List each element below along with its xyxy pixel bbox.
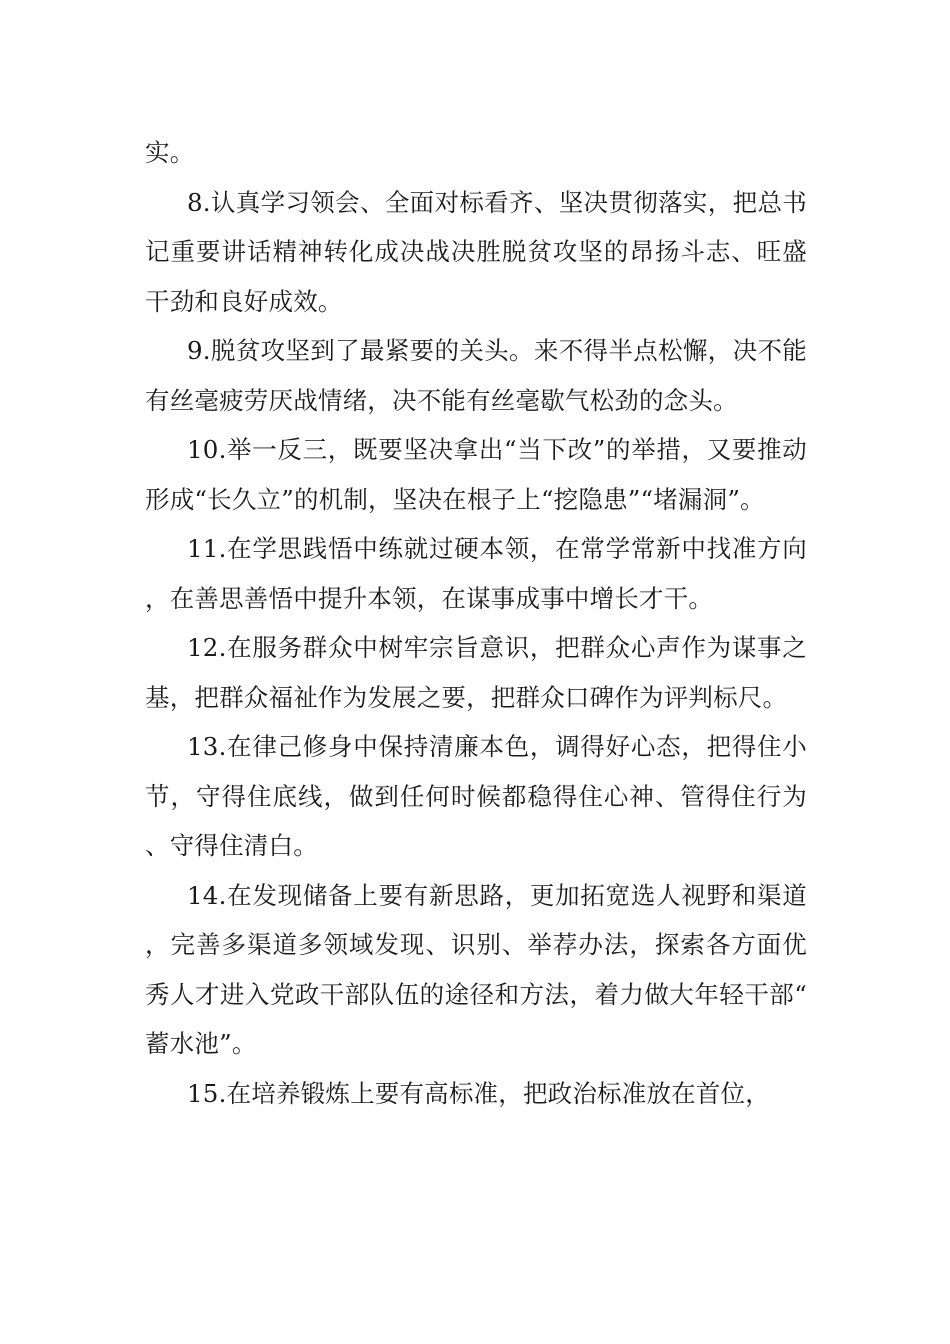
paragraph-item-8: 8.认真学习领会、全面对标看齐、坚决贯彻落实，把总书记重要讲话精神转化成决战决胜脱贫攻坚的昂扬斗志、旺盛干劲和良好成效。 (145, 187, 807, 316)
paragraph-item-14: 14.在发现储备上要有新思路，更加拓宽选人视野和渠道，完善多渠道多领域发现、识别、举荐办法，探索各方面优秀人才进入党政干部队伍的途径和方法，着力做大年轻干部“蓄水池”。 (145, 880, 807, 1058)
paragraph-item-15: 15.在培养锻炼上要有高标准，把政治标准放在首位， (187, 1078, 770, 1108)
paragraph-item-9: 9.脱贫攻坚到了最紧要的关头。来不得半点松懈，决不能有丝毫疲劳厌战情绪，决不能有丝毫歇气松劲的念头。 (145, 336, 807, 415)
paragraph-item-12: 12.在服务群众中树牢宗旨意识，把群众心声作为谋事之基，把群众福祉作为发展之要，把群众口碑作为评判标尺。 (145, 633, 807, 712)
paragraph-item-13: 13.在律己修身中保持清廉本色，调得好心态，把得住小节，守得住底线，做到任何时候都稳得住心神、管得住行为、守得住清白。 (145, 732, 807, 860)
paragraph-item-11: 11.在学思践悟中练就过硬本领，在常学常新中找准方向，在善思善悟中提升本领，在谋事成事中增长才干。 (145, 534, 807, 613)
paragraph-continuation: 实。 (145, 138, 195, 167)
document-body (145, 128, 807, 1118)
paragraph-item-10: 10.举一反三，既要坚决拿出“当下改”的举措，又要推动形成“长久立”的机制，坚决在根子上“挖隐患”“堵漏洞”。 (145, 435, 807, 514)
